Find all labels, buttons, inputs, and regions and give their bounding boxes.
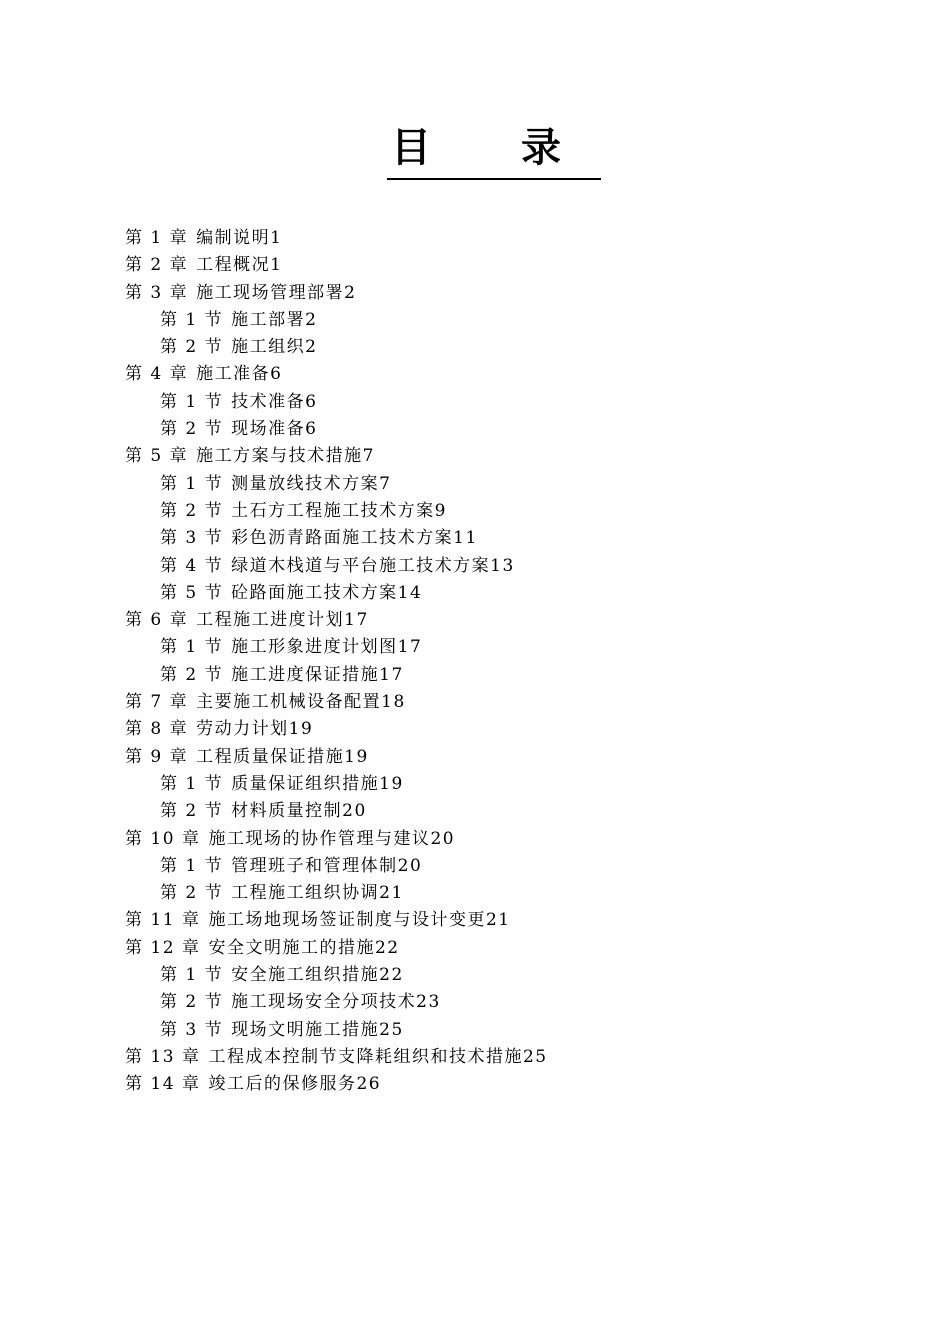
toc-entry-number: 第 3 章 bbox=[125, 282, 189, 303]
toc-entry-number: 第 1 节 bbox=[160, 965, 224, 986]
toc-chapter-entry[interactable] bbox=[125, 225, 845, 252]
toc-entry-title: 施工方案与技术措施 bbox=[196, 446, 363, 467]
toc-entry-page-number: 1 bbox=[270, 255, 283, 276]
toc-entry-page-number: 21 bbox=[485, 910, 511, 931]
toc-section-entry[interactable] bbox=[125, 662, 845, 689]
toc-entry-title: 施工进度保证措施 bbox=[231, 664, 380, 685]
toc-entry-title: 施工场地现场签证制度与设计变更 bbox=[208, 910, 486, 931]
toc-section-entry[interactable] bbox=[125, 334, 845, 361]
toc-entry-title: 材料质量控制 bbox=[231, 801, 343, 822]
toc-entry-number: 第 4 章 bbox=[125, 364, 189, 385]
toc-entry-number: 第 1 章 bbox=[125, 228, 189, 248]
toc-entry-number: 第 3 节 bbox=[160, 1019, 224, 1040]
toc-entry-number: 第 1 节 bbox=[160, 855, 224, 876]
toc-section-entry[interactable] bbox=[125, 962, 845, 989]
toc-entry-number: 第 4 节 bbox=[160, 555, 224, 576]
toc-entry-number: 第 2 节 bbox=[160, 419, 224, 440]
toc-entry-page-number: 2 bbox=[305, 337, 318, 358]
toc-entry-number: 第 9 章 bbox=[125, 746, 189, 767]
toc-chapter-entry[interactable] bbox=[125, 443, 845, 470]
toc-section-entry[interactable] bbox=[125, 853, 845, 880]
toc-entry-number: 第 1 节 bbox=[160, 637, 224, 658]
toc-entry-number: 第 7 章 bbox=[125, 692, 189, 713]
toc-entry-number: 第 3 节 bbox=[160, 528, 224, 549]
toc-chapter-entry[interactable] bbox=[125, 1044, 845, 1071]
toc-entry-number: 第 5 章 bbox=[125, 446, 189, 467]
toc-entry-number: 第 10 章 bbox=[125, 828, 201, 849]
toc-entry-page-number: 2 bbox=[344, 282, 357, 303]
toc-chapter-entry[interactable] bbox=[125, 607, 845, 634]
toc-entry-page-number: 19 bbox=[344, 746, 369, 767]
toc-entry-number: 第 1 节 bbox=[160, 773, 224, 794]
toc-chapter-entry[interactable] bbox=[125, 716, 845, 743]
toc-entry-page-number: 20 bbox=[342, 801, 367, 822]
toc-entry-page-number: 26 bbox=[356, 1074, 382, 1095]
toc-entry-number: 第 2 节 bbox=[160, 883, 224, 904]
toc-entry-page-number: 19 bbox=[288, 719, 314, 740]
toc-entry-page-number: 19 bbox=[379, 773, 404, 794]
toc-entry-title: 技术准备 bbox=[231, 391, 306, 412]
toc-entry-page-number: 25 bbox=[522, 1046, 548, 1067]
toc-entry-page-number: 7 bbox=[362, 446, 375, 467]
toc-entry-title: 工程成本控制节支降耗组织和技术措施 bbox=[208, 1046, 523, 1067]
toc-entry-page-number: 14 bbox=[397, 582, 423, 603]
toc-entry-title: 施工现场管理部署 bbox=[196, 282, 345, 303]
toc-entry-title: 土石方工程施工技术方案 bbox=[231, 500, 435, 521]
toc-entry-page-number: 20 bbox=[397, 855, 423, 876]
toc-section-entry[interactable] bbox=[125, 498, 845, 525]
toc-section-entry[interactable] bbox=[125, 634, 845, 661]
toc-section-entry[interactable] bbox=[125, 989, 845, 1016]
table-of-contents bbox=[125, 225, 845, 1099]
toc-chapter-entry[interactable] bbox=[125, 361, 845, 388]
toc-entry-number: 第 1 节 bbox=[160, 309, 224, 330]
toc-entry-title: 工程概况 bbox=[196, 255, 271, 276]
toc-entry-title: 安全施工组织措施 bbox=[231, 965, 380, 986]
toc-entry-page-number: 25 bbox=[379, 1019, 404, 1040]
toc-entry-page-number: 13 bbox=[490, 555, 515, 576]
toc-entry-number: 第 12 章 bbox=[125, 937, 201, 958]
toc-entry-number: 第 2 节 bbox=[160, 337, 224, 358]
toc-entry-title: 竣工后的保修服务 bbox=[208, 1074, 357, 1095]
toc-entry-page-number: 23 bbox=[416, 992, 441, 1013]
toc-section-entry[interactable] bbox=[125, 580, 845, 607]
toc-entry-title: 施工部署 bbox=[231, 309, 306, 330]
toc-section-entry[interactable] bbox=[125, 798, 845, 825]
toc-entry-number: 第 14 章 bbox=[125, 1074, 201, 1095]
toc-entry-title: 彩色沥青路面施工技术方案 bbox=[231, 528, 454, 549]
toc-entry-number: 第 2 节 bbox=[160, 500, 224, 521]
toc-entry-page-number: 6 bbox=[305, 391, 318, 412]
toc-entry-number: 第 2 节 bbox=[160, 992, 224, 1013]
toc-entry-page-number: 6 bbox=[270, 364, 283, 385]
toc-chapter-entry[interactable] bbox=[125, 689, 845, 716]
toc-entry-number: 第 6 章 bbox=[125, 610, 189, 631]
toc-entry-title: 工程施工进度计划 bbox=[196, 610, 345, 631]
toc-entry-page-number: 6 bbox=[305, 419, 318, 440]
toc-entry-title: 施工准备 bbox=[196, 364, 271, 385]
toc-entry-title: 劳动力计划 bbox=[196, 719, 289, 740]
toc-section-entry[interactable] bbox=[125, 416, 845, 443]
toc-section-entry[interactable] bbox=[125, 389, 845, 416]
toc-entry-number: 第 1 节 bbox=[160, 391, 224, 412]
toc-entry-number: 第 8 章 bbox=[125, 719, 189, 740]
toc-entry-page-number: 20 bbox=[430, 828, 456, 849]
toc-entry-title: 测量放线技术方案 bbox=[231, 473, 380, 494]
toc-entry-title: 砼路面施工技术方案 bbox=[231, 582, 398, 603]
toc-entry-number: 第 5 节 bbox=[160, 582, 224, 603]
toc-entry-number: 第 2 章 bbox=[125, 255, 189, 276]
toc-section-entry[interactable] bbox=[125, 307, 845, 334]
toc-entry-title: 施工现场安全分项技术 bbox=[231, 992, 417, 1013]
toc-entry-title: 施工组织 bbox=[231, 337, 306, 358]
toc-chapter-entry[interactable] bbox=[125, 907, 845, 934]
toc-entry-page-number: 21 bbox=[379, 883, 404, 904]
toc-chapter-entry[interactable] bbox=[125, 744, 845, 771]
toc-section-entry[interactable] bbox=[125, 471, 845, 498]
toc-entry-title: 管理班子和管理体制 bbox=[231, 855, 398, 876]
toc-entry-page-number: 17 bbox=[344, 610, 369, 631]
toc-entry-number: 第 2 节 bbox=[160, 801, 224, 822]
toc-entry-title: 施工形象进度计划图 bbox=[231, 637, 398, 658]
toc-entry-number: 第 2 节 bbox=[160, 664, 224, 685]
toc-entry-number: 第 11 章 bbox=[125, 910, 201, 931]
toc-entry-page-number: 22 bbox=[374, 937, 400, 958]
toc-entry-title: 工程施工组织协调 bbox=[231, 883, 380, 904]
toc-entry-title: 质量保证组织措施 bbox=[231, 773, 380, 794]
toc-entry-title: 安全文明施工的措施 bbox=[208, 937, 375, 958]
toc-entry-title: 主要施工机械设备配置 bbox=[196, 692, 382, 713]
toc-entry-page-number: 7 bbox=[379, 473, 392, 494]
toc-entry-title: 现场文明施工措施 bbox=[231, 1019, 380, 1040]
toc-section-entry[interactable] bbox=[125, 771, 845, 798]
toc-entry-page-number: 17 bbox=[397, 637, 423, 658]
toc-chapter-entry[interactable] bbox=[125, 935, 845, 962]
toc-entry-page-number: 17 bbox=[379, 664, 404, 685]
toc-chapter-entry[interactable] bbox=[125, 280, 845, 307]
toc-section-entry[interactable] bbox=[125, 525, 845, 552]
toc-entry-page-number: 11 bbox=[453, 528, 478, 549]
toc-section-entry[interactable] bbox=[125, 880, 845, 907]
toc-entry-title: 绿道木栈道与平台施工技术方案 bbox=[231, 555, 491, 576]
toc-chapter-entry[interactable] bbox=[125, 1071, 845, 1098]
toc-chapter-entry[interactable] bbox=[125, 252, 845, 279]
toc-chapter-entry[interactable] bbox=[125, 826, 845, 853]
toc-entry-title: 工程质量保证措施 bbox=[196, 746, 345, 767]
toc-entry-number: 第 13 章 bbox=[125, 1046, 201, 1067]
toc-entry-page-number: 1 bbox=[270, 228, 283, 248]
toc-section-entry[interactable] bbox=[125, 553, 845, 580]
toc-entry-page-number: 2 bbox=[305, 309, 318, 330]
toc-entry-title: 编制说明 bbox=[196, 228, 271, 248]
page-title-text: 目 录 bbox=[387, 120, 601, 180]
toc-entry-title: 现场准备 bbox=[231, 419, 306, 440]
toc-section-entry[interactable] bbox=[125, 1017, 845, 1044]
toc-entry-page-number: 9 bbox=[434, 500, 447, 521]
toc-entry-page-number: 18 bbox=[381, 692, 406, 713]
toc-entry-number: 第 1 节 bbox=[160, 473, 224, 494]
page-title bbox=[0, 120, 950, 180]
toc-entry-title: 施工现场的协作管理与建议 bbox=[208, 828, 431, 849]
toc-entry-page-number: 22 bbox=[379, 965, 404, 986]
